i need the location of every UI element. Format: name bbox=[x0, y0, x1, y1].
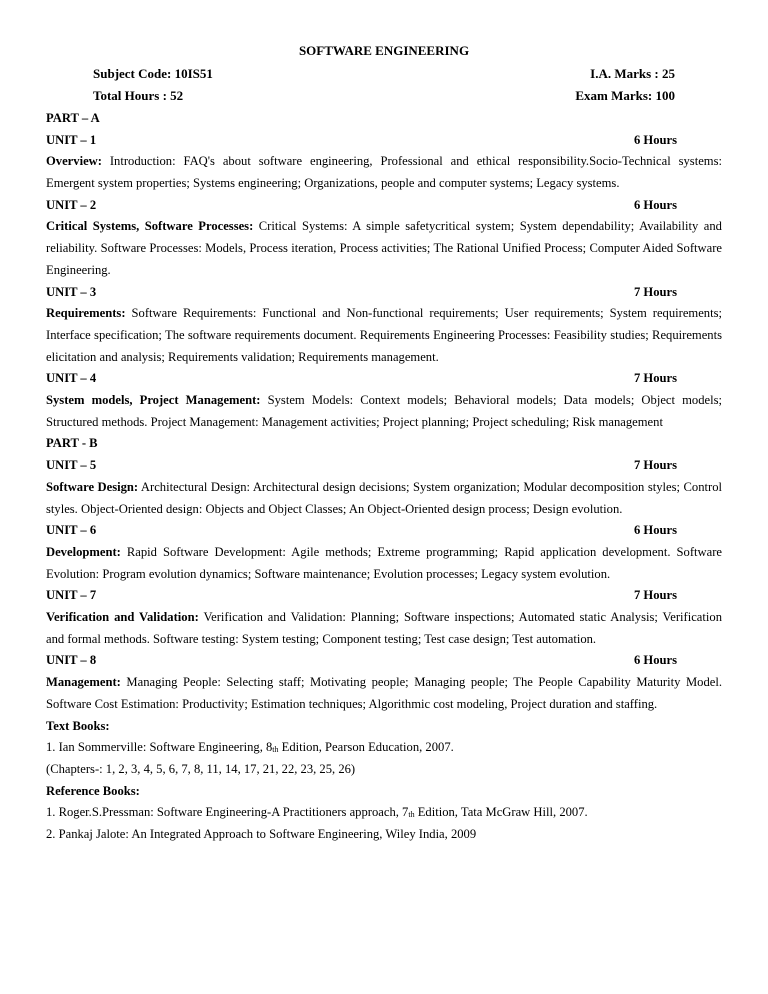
ordinal-suffix: th bbox=[408, 810, 415, 820]
total-hours: Total Hours : 52 bbox=[93, 88, 184, 103]
text-book-1-publisher: Edition, Pearson Education, 2007. bbox=[278, 740, 454, 755]
unit-label: UNIT – 3 bbox=[46, 284, 97, 299]
unit-topic-text: Introduction: FAQ's about software engineering, Professional and ethical responsibility.Socio-Technical systems: Emergent system properties; Systems engineering; Organizations, people and computer systems; Legacy systems. bbox=[46, 154, 722, 191]
reference-books-heading: Reference Books: bbox=[46, 783, 140, 798]
meta-row-1 bbox=[0, 66, 768, 84]
unit-hours: 7 Hours bbox=[633, 458, 677, 473]
unit-label: UNIT – 4 bbox=[46, 371, 97, 386]
unit-5-header bbox=[46, 455, 722, 477]
unit-8-description bbox=[46, 672, 722, 715]
exam-marks: Exam Marks: 100 bbox=[575, 88, 675, 103]
meta-row-2 bbox=[0, 88, 768, 106]
unit-topic-text: System Models: Context models; Behavioral models; Data models; Object models; Structured methods. Project Management: Management activities; Project planning; Project scheduling; Risk management bbox=[46, 393, 722, 429]
unit-topic-heading: Critical Systems, Software Processes: bbox=[46, 219, 254, 234]
unit-7-header bbox=[46, 585, 722, 607]
unit-2-header bbox=[46, 195, 722, 217]
unit-topic-heading: System models, Project Management: bbox=[46, 393, 261, 408]
text-book-1 bbox=[46, 737, 722, 759]
unit-6-header bbox=[46, 520, 722, 542]
unit-1-description bbox=[46, 151, 722, 194]
unit-1-header bbox=[46, 130, 722, 152]
unit-topic-heading: Software Design: bbox=[46, 479, 139, 494]
unit-topic-text: Managing People: Selecting staff; Motivating people; Managing people; The People Capability Maturity Model. Software Cost Estimation: Productivity; Estimation techniques; Algorithmic cost modeling, Project duration and staffing. bbox=[46, 675, 722, 711]
unit-hours: 6 Hours bbox=[633, 132, 677, 147]
unit-topic-heading: Overview: bbox=[46, 154, 102, 169]
unit-hours: 7 Hours bbox=[633, 284, 677, 299]
text-book-1-title: 1. Ian Sommerville: Software Engineering, 8 bbox=[46, 740, 273, 755]
part-b-heading: PART - B bbox=[46, 436, 98, 451]
unit-2-description bbox=[46, 216, 722, 281]
unit-4-description bbox=[46, 390, 722, 433]
reference-book-1 bbox=[46, 802, 722, 824]
unit-hours: 6 Hours bbox=[633, 523, 677, 538]
part-a-heading: PART – A bbox=[46, 111, 100, 125]
unit-5-description bbox=[46, 477, 722, 520]
unit-topic-heading: Verification and Validation: bbox=[46, 610, 199, 625]
unit-topic-heading: Requirements: bbox=[46, 306, 126, 321]
unit-7-description bbox=[46, 607, 722, 650]
unit-topic-text: Rapid Software Development: Agile methods; Extreme programming; Rapid application development. Software Evolution: Program evolution dynamics; Software maintenance; Evolution processes; Legacy system evolution. bbox=[46, 544, 722, 581]
unit-hours: 6 Hours bbox=[633, 197, 677, 212]
text-books-heading: Text Books: bbox=[46, 718, 110, 733]
unit-topic-text: Critical Systems: A simple safetycritical system; System dependability; Availability and reliability. Software Processes: Models, Process iteration, Process activities; The Rational Unified Process; Computer Aided Software Engineering. bbox=[46, 219, 722, 277]
document-title: SOFTWARE ENGINEERING bbox=[298, 43, 470, 58]
unit-topic-text: Architectural Design: Architectural design decisions; System organization; Modular decomposition styles; Control styles. Object-Oriented design: Objects and Object Classes; An Object-Oriented design process; Design evolution. bbox=[46, 479, 723, 516]
unit-hours: 7 Hours bbox=[633, 588, 677, 603]
unit-8-header bbox=[46, 650, 722, 672]
unit-4-header bbox=[46, 368, 722, 390]
unit-topic-text: Verification and Validation: Planning; Software inspections; Automated static Analysis; Verification and formal methods. Software testing: System testing; Component testing; Test case design; Test automation. bbox=[46, 610, 722, 646]
subject-code: Subject Code: 10IS51 bbox=[93, 66, 213, 81]
unit-label: UNIT – 7 bbox=[46, 588, 97, 603]
unit-hours: 6 Hours bbox=[633, 653, 677, 668]
unit-topic-text: Software Requirements: Functional and Non-functional requirements; User requirements; System requirements; Interface specification; The software requirements document. Requirements Engineering Processes: Feasibility studies; Requirements elicitation and analysis; Requirements validation; Requirements management. bbox=[46, 306, 722, 364]
ordinal-suffix: th bbox=[272, 745, 279, 755]
reference-book-2: 2. Pankaj Jalote: An Integrated Approach to Software Engineering, Wiley India, 2009 bbox=[46, 826, 477, 841]
unit-label: UNIT – 1 bbox=[46, 132, 97, 147]
syllabus-content bbox=[46, 108, 722, 846]
reference-book-1-title: 1. Roger.S.Pressman: Software Engineering-A Practitioners approach, 7 bbox=[46, 805, 409, 820]
unit-hours: 7 Hours bbox=[633, 371, 677, 386]
reference-book-1-publisher: Edition, Tata McGraw Hill, 2007. bbox=[414, 805, 588, 820]
ia-marks: I.A. Marks : 25 bbox=[590, 66, 675, 81]
unit-6-description bbox=[46, 542, 722, 585]
unit-topic-heading: Development: bbox=[46, 544, 121, 559]
unit-label: UNIT – 5 bbox=[46, 458, 97, 473]
unit-3-header bbox=[46, 282, 722, 304]
unit-3-description bbox=[46, 303, 722, 368]
unit-label: UNIT – 8 bbox=[46, 653, 97, 668]
unit-topic-heading: Management: bbox=[46, 675, 121, 690]
unit-label: UNIT – 6 bbox=[46, 523, 97, 538]
unit-label: UNIT – 2 bbox=[46, 197, 97, 212]
text-book-chapters: (Chapters-: 1, 2, 3, 4, 5, 6, 7, 8, 11, 14, 17, 21, 22, 23, 25, 26) bbox=[46, 761, 356, 776]
